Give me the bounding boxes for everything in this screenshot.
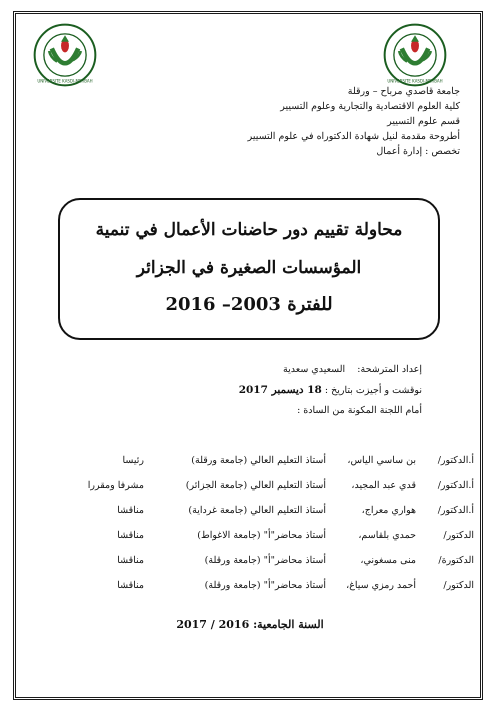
thesis-title-box (58, 198, 440, 340)
jury-title: الدكتور/ (443, 530, 474, 541)
jury-title: أ.الدكتور/ (437, 455, 474, 466)
university-name: جامعة قاصدي مرباح – ورقلة (347, 86, 460, 97)
jury-role: مناقشا (117, 555, 144, 566)
svg-text:UNIVERSITE KASDI-MERBAH: UNIVERSITE KASDI-MERBAH (387, 78, 443, 84)
jury-rank: أستاذ محاضر"أ" (جامعة ورقلة) (204, 555, 326, 566)
jury-row (28, 498, 474, 523)
university-logo-left (32, 22, 98, 88)
committee-intro: أمام اللجنة المكونة من السادة : (297, 405, 422, 416)
jury-row (28, 448, 474, 473)
jury-rank: أستاذ محاضر"أ" (جامعة ورقلة) (204, 580, 326, 591)
title-line-2: المؤسسات الصغيرة في الجزائر (136, 258, 362, 278)
jury-row (28, 473, 474, 498)
candidate-label: إعداد المترشحة: (357, 364, 422, 375)
jury-title: الدكتور/ (443, 580, 474, 591)
candidate-section (62, 360, 422, 421)
jury-name: حمدي بلقاسم، (358, 530, 416, 541)
svg-text:UNIVERSITE KASDI-MERBAH: UNIVERSITE KASDI-MERBAH (37, 78, 93, 84)
jury-name: منى مسغوني، (360, 555, 416, 566)
jury-name: قدي عبد المجيد، (351, 480, 416, 491)
jury-row (28, 573, 474, 598)
jury-role: مناقشا (117, 580, 144, 591)
faculty-name: كلية العلوم الاقتصادية والتجارية وعلوم التسيير (280, 101, 460, 112)
department-name: قسم علوم التسيير (387, 116, 460, 127)
academic-year: السنة الجامعية: 2016 / 2017 (176, 618, 324, 631)
title-line-1: محاولة تقييم دور حاضنات الأعمال في تنمية (95, 220, 403, 240)
jury-rank: أستاذ التعليم العالي (جامعة غرداية) (188, 505, 326, 516)
jury-rank: أستاذ التعليم العالي (جامعة ورقلة) (191, 455, 326, 466)
jury-role: رئيسا (122, 455, 144, 466)
title-line-3: للفترة 2003– 2016 (165, 294, 333, 315)
jury-role: مناقشا (117, 530, 144, 541)
university-logo-right (382, 22, 448, 88)
thesis-statement: أطروحة مقدمة لنيل شهادة الدكتوراه في علوم التسيير (247, 131, 460, 142)
defense-date: 18 ديسمبر 2017 (238, 384, 322, 396)
jury-title: أ.الدكتور/ (437, 480, 474, 491)
institution-header (130, 84, 460, 159)
jury-name: هواري معراج، (361, 505, 416, 516)
jury-title: الدكتورة/ (438, 555, 474, 566)
defense-label: نوقشت و أجيزت بتاريخ : (324, 385, 422, 396)
jury-name: بن ساسي الياس، (347, 455, 416, 466)
jury-rank: أستاذ التعليم العالي (جامعة الجزائر) (185, 480, 326, 491)
jury-row (28, 523, 474, 548)
jury-name: أحمد رمزي سياغ، (346, 580, 416, 591)
jury-title: أ.الدكتور/ (437, 505, 474, 516)
specialty: تخصص : إدارة أعمال (376, 146, 460, 157)
jury-list (28, 448, 474, 598)
jury-role: مشرفا ومقررا (87, 480, 144, 491)
candidate-name: السعيدي سعدية (283, 364, 346, 375)
jury-rank: أستاذ محاضر"أ" (جامعة الاغواط) (197, 530, 326, 541)
jury-row (28, 548, 474, 573)
jury-role: مناقشا (117, 505, 144, 516)
